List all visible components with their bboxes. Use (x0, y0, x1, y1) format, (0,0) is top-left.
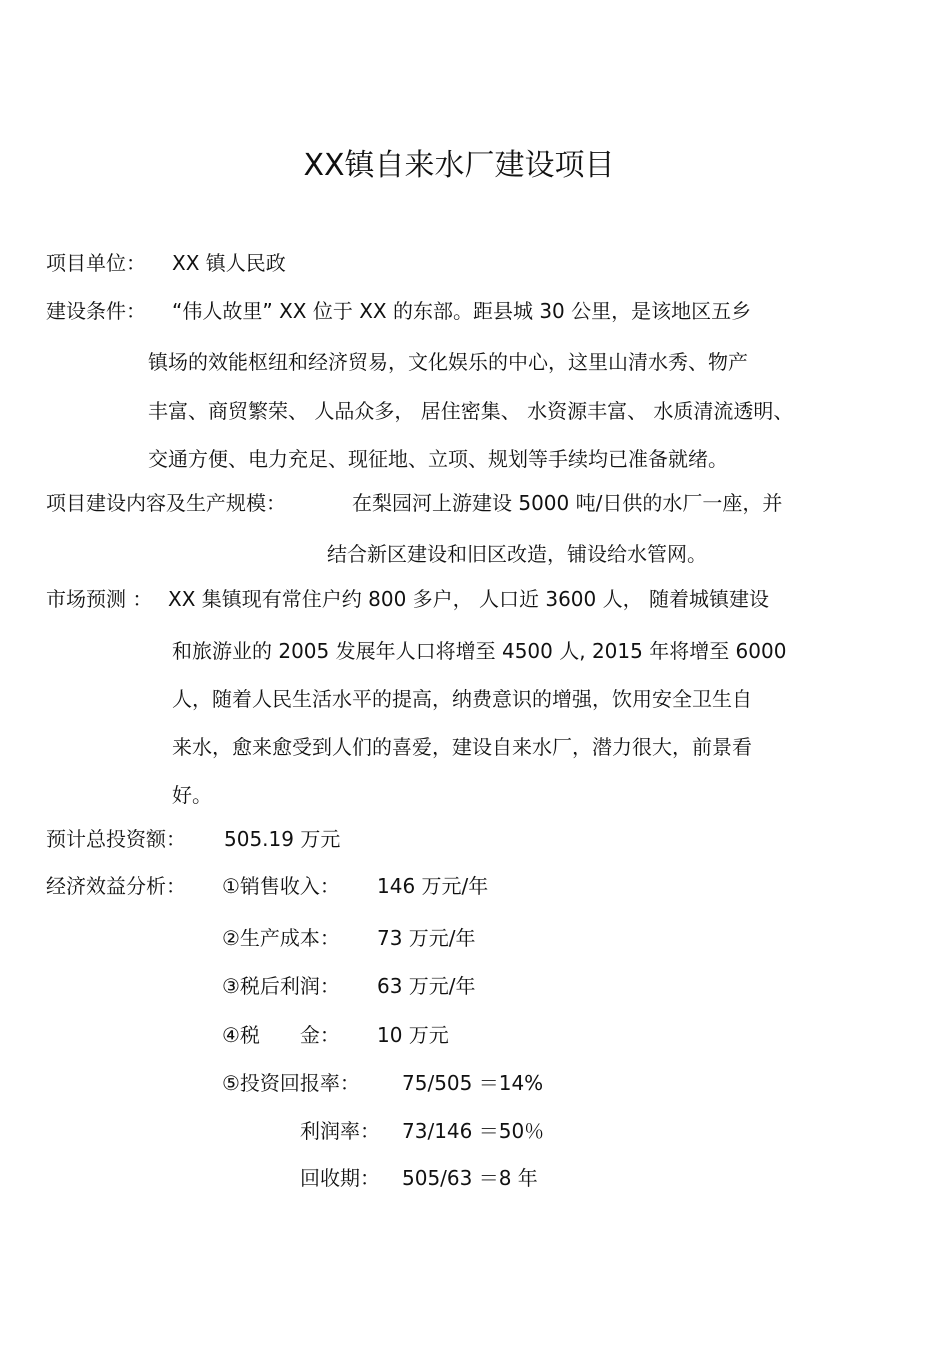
investment-label: 预计总投资额： (46, 827, 186, 851)
unit-value: XX 镇人民政 (172, 251, 286, 275)
investment-value: 505.19 万元 (224, 827, 341, 851)
benefit-item-label: ⑤投资回报率： (222, 1071, 360, 1095)
benefit-label: 经济效益分析： (46, 874, 186, 898)
document-title: XX镇自来水厂建设项目 (303, 148, 615, 183)
conditions-line: “伟人故里” XX 位于 XX 的东部。距县城 30 公里，是该地区五乡 (172, 299, 752, 323)
benefit-item-value: 146 万元/年 (377, 874, 489, 898)
market-label: 市场预测 ： (46, 587, 153, 611)
content-line: 在梨园河上游建设 5000 吨/日供的水厂一座，并 (352, 491, 783, 515)
conditions-label: 建设条件： (46, 299, 146, 323)
content-line: 结合新区建设和旧区改造，铺设给水管网。 (327, 542, 707, 566)
market-line: 好。 (172, 783, 212, 807)
benefit-item-label: ④税 金： (222, 1023, 340, 1047)
market-line: XX 集镇现有常住户约 800 多户， 人口近 3600 人， 随着城镇建设 (168, 587, 769, 611)
benefit-item-value: 505/63 ＝8 年 (402, 1166, 538, 1190)
benefit-item-label: ③税后利润： (222, 974, 340, 998)
benefit-item-label: ①销售收入： (222, 874, 340, 898)
conditions-line: 镇场的效能枢纽和经济贸易，文化娱乐的中心，这里山清水秀、物产 (148, 350, 748, 374)
market-line: 人，随着人民生活水平的提高，纳费意识的增强，饮用安全卫生自 (172, 687, 752, 711)
benefit-item-value: 75/505 ＝14% (402, 1071, 544, 1095)
benefit-item-value: 10 万元 (377, 1023, 449, 1047)
benefit-item-value: 73 万元/年 (377, 926, 476, 950)
benefit-item-value: 73/146 ＝50％ (402, 1119, 545, 1143)
market-line: 来水，愈来愈受到人们的喜爱，建设自来水厂，潜力很大，前景看 (172, 735, 752, 759)
benefit-item-label: 回收期： (300, 1166, 380, 1190)
benefit-item-label: 利润率： (300, 1119, 380, 1143)
conditions-line: 丰富、商贸繁荣、 人品众多， 居住密集、 水资源丰富、 水质清流透明、 (148, 399, 794, 423)
unit-label: 项目单位： (46, 251, 146, 275)
market-line: 和旅游业的 2005 发展年人口将增至 4500 人, 2015 年将增至 6000 (172, 639, 787, 663)
content-label: 项目建设内容及生产规模： (46, 491, 286, 515)
benefit-item-value: 63 万元/年 (377, 974, 476, 998)
conditions-line: 交通方便、电力充足、现征地、立项、规划等手续均已准备就绪。 (148, 447, 728, 471)
benefit-item-label: ②生产成本： (222, 926, 340, 950)
